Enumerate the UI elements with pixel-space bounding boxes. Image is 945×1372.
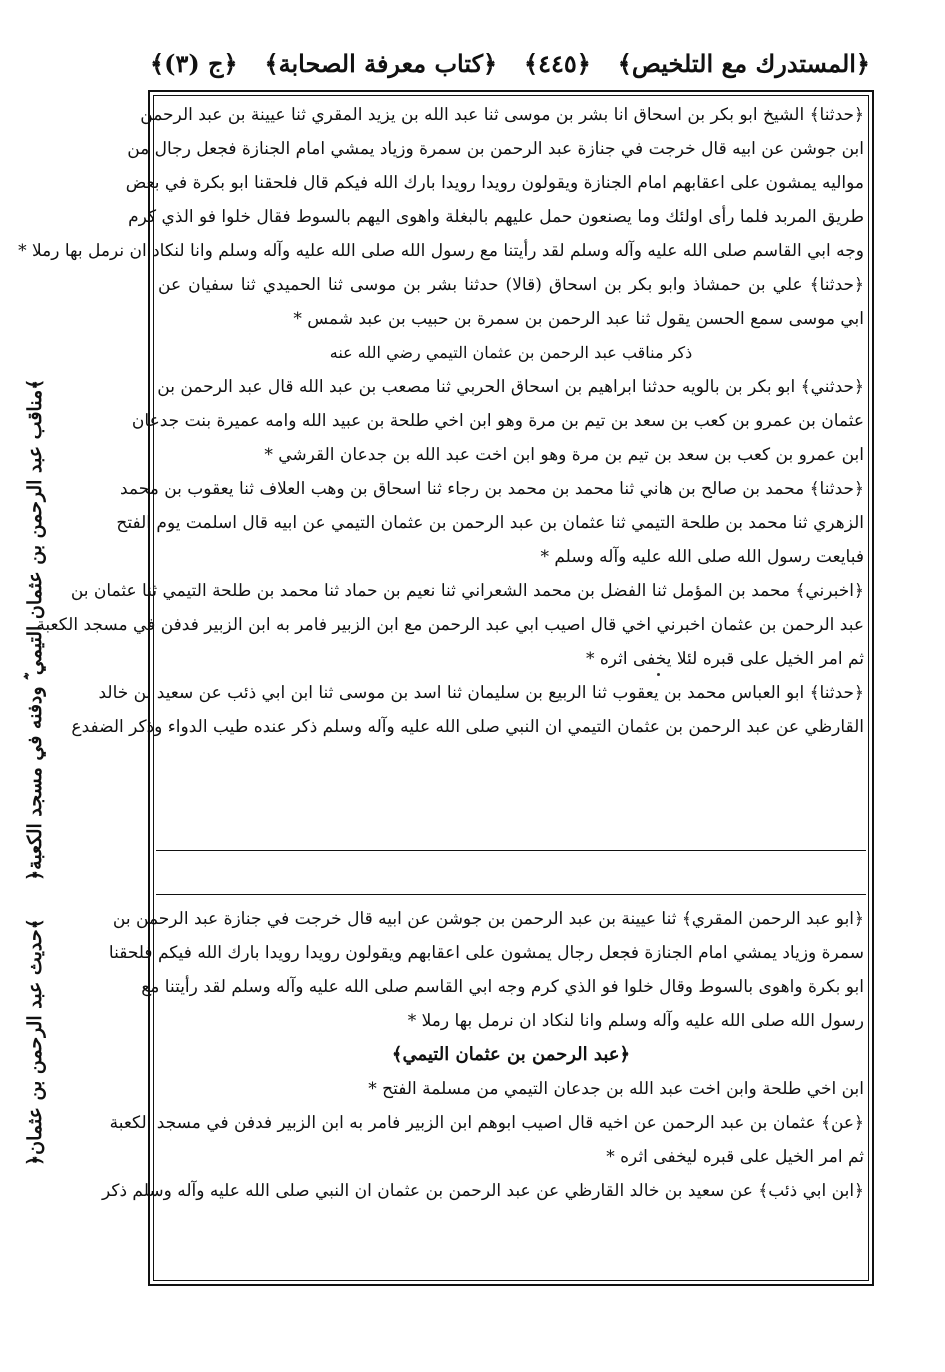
text-line: ابن اخي طلحة وابن اخت عبد الله بن جدعان التيمي من مسلمة الفتح * — [368, 1079, 864, 1099]
text-line: عثمان بن عمرو بن كعب بن سعد بن تيم بن مرة وهو ابن اخي طلحة بن عبيد الله وامه عميرة بنت جدعان — [131, 411, 864, 431]
text-line: ثم امر الخيل على قبره ليخفى اثره * — [606, 1147, 864, 1167]
text-line: ﴿حدثنا﴾ علي بن حمشاذ وابو بكر بن اسحاق (قالا) حدثنا بشر بن موسى ثنا الحميدي ثنا سفيان عن — [158, 275, 864, 295]
section-heading: ذكر مناقب عبد الرحمن بن عثمان التيمي رضي الله عنه — [329, 343, 693, 362]
running-title: ﴿المستدرك مع التلخيص﴾ — [617, 48, 870, 78]
text-line: ﴿حدثنا﴾ محمد بن صالح بن هاني ثنا محمد بن محمد بن رجاء ثنا اسحاق بن وهب العلاف ثنا يعقوب بن محمد — [119, 479, 864, 499]
text-line: ﴿حدثنا﴾ الشيخ ابو بكر بن اسحاق انا بشر بن موسى ثنا عبد الله بن يزيد المقري ثنا عيينة بن عبد الرحمن — [140, 105, 864, 125]
text-line: ﴿ابن ابي ذئب﴾ عن سعيد بن خالد القارظي عن عبد الرحمن بن عثمان ان النبي صلى الله عليه وآله وسلم ذكر — [101, 1181, 864, 1201]
text-line: وجه ابي القاسم صلى الله عليه وآله وسلم لقد رأيتنا مع رسول الله صلى الله عليه وآله وسلم وانا لنكاد ان نرمل بها رملا * — [18, 241, 864, 261]
text-line: مواليه يمشون على اعقابهم امام الجنازة ويقولون رويدا رويدا بارك الله فيكم قال فلحقنا ابو بكرة في بعض — [125, 173, 864, 193]
speck — [657, 673, 660, 676]
book-title: ﴿كتاب معرفة الصحابة﴾ — [264, 48, 498, 78]
margin-note-main: ﴿مناقب عبد الرحمن بن عثمان التيمي ؓ ودفنه في مسجد الكعبة﴾ — [24, 378, 46, 881]
text-line: ثم امر الخيل على قبره لئلا يخفى اثره * — [585, 649, 864, 669]
text-line: ابن عمرو بن كعب بن سعد بن تيم بن مرة وهو ابن اخت عبد الله بن جدعان القرشي * — [264, 445, 864, 465]
margin-note-summary: ﴿حديث عبد الرحمن بن عثمان﴾ — [24, 918, 46, 1166]
text-line: ابي موسى سمع الحسن يقول ثنا عبد الرحمن بن سمرة بن حبيب بن عبد شمس * — [293, 309, 864, 329]
section-heading: ﴿عبد الرحمن بن عثمان التيمي﴾ — [391, 1044, 631, 1065]
text-line: ﴿حدثنا﴾ ابو العباس محمد بن يعقوب ثنا الربيع بن سليمان ثنا اسد بن موسى ثنا ابن ابي ذئب عن سعيد بن خالد — [98, 683, 864, 703]
text-line: سمرة وزياد يمشي امام الجنازة فجعل رجال يمشون على اعقابهم ويقولون رويدا رويدا بارك الله فيكم فلحقنا — [108, 943, 864, 963]
text-line: ابو بكرة واهوى بالسوط وقال خلوا فو الذي كرم وجه ابي القاسم صلى الله عليه وآله وسلم لقد رأيتنا مع — [141, 977, 864, 997]
volume-label: ﴿ج (٣)﴾ — [150, 48, 238, 78]
text-line: عبد الرحمن بن عثمان اخبرني اخي قال اصيب ابي عبد الرحمن مع ابن الزبير فامر به ابن الزبير فدفن في مسجد الكعبة — [36, 615, 864, 635]
divider-line — [156, 894, 866, 895]
text-line: القارظي عن عبد الرحمن بن عثمان التيمي ان النبي صلى الله عليه وآله وسلم ذكر عنده طيب الدواء وذكر الضفدع — [71, 717, 864, 737]
text-line: الزهري ثنا محمد بن طلحة التيمي ثنا عثمان بن عبد الرحمن بن عثمان التيمي عن ابيه قال اسلمت يوم الفتح — [116, 513, 864, 533]
text-line: طريق المربد فلما رأى اولئك وما يصنعون حمل عليهم بالبغلة واهوى اليهم بالسوط فقال خلوا فو الذي كرم — [128, 207, 864, 227]
page-header — [150, 40, 870, 86]
text-line: ﴿عن﴾ عثمان بن عبد الرحمن عن اخيه قال اصيب ابوهم ابن الزبير فامر به ابن الزبير فدفن في مسجد الكعبة — [109, 1113, 864, 1133]
page-number: ﴿٤٤٥﴾ — [524, 48, 591, 78]
text-line: رسول الله صلى الله عليه وآله وسلم وانا لنكاد ان نرمل بها رملا * — [407, 1011, 864, 1031]
summary-text — [101, 902, 864, 1208]
text-line: ابن جوشن عن ابيه قال خرجت في جنازة عبد الرحمن بن سمرة وزياد يمشي امام الجنازة فجعل رجال من — [127, 139, 864, 159]
text-line: ﴿ابو عبد الرحمن المقري﴾ ثنا عيينة بن عبد الرحمن بن جوشن عن ابيه قال خرجت في جنازة عبد الرحمن بن — [112, 909, 864, 929]
text-line: ﴿اخبرني﴾ محمد بن المؤمل ثنا الفضل بن محمد الشعراني ثنا نعيم بن حماد ثنا محمد بن طلحة التيمي ثنا عثمان بن — [70, 581, 864, 601]
divider-line — [156, 850, 866, 851]
text-line: ﴿حدثني﴾ ابو بكر بن بالويه حدثنا ابراهيم بن اسحاق الحربي ثنا مصعب بن عبد الله قال عبد الرحمن بن — [157, 377, 864, 397]
text-line: فبايعت رسول الله صلى الله عليه وآله وسلم * — [540, 547, 864, 567]
